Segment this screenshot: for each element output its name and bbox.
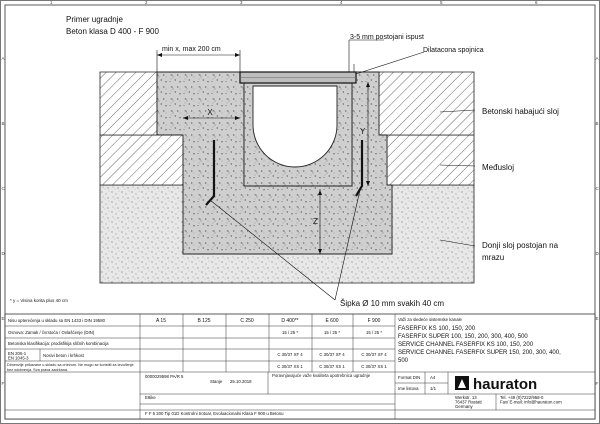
tb-f900-concrete-xs: C 30/37 XS 1 [361, 364, 387, 369]
tb-format-value: A4 [430, 375, 436, 380]
intermediate-layer-label: Međusloj [482, 163, 515, 172]
dimension-z-label: Z [313, 217, 318, 226]
tb-class-e600: E 600 [325, 318, 339, 324]
tb-product-4: SERVICE CHANNEL FASERFIX SUPER 150, 200, 300, 400, [398, 350, 561, 356]
tb-class-a15: A 15 [155, 318, 167, 324]
tb-bottom-description: F F 5 200 Tip 01D Kontrolni trotoar, Evoluacionalni Klasa F 900 u Betonu [145, 411, 284, 416]
tb-product-2: FASERFIX SUPER 100, 150, 200, 300, 400, 500 [398, 334, 528, 340]
grid-row-a: A [1, 56, 5, 61]
tb-doc-number: 0000029598 PA/R 5 [145, 374, 184, 379]
cross-section [100, 40, 475, 300]
grid-col-6: 6 [535, 0, 538, 5]
grid-col-3: 3 [240, 0, 243, 5]
grid-row-d: D [1, 251, 5, 256]
tb-basis: Osnova: Zamak / čvrstoća / Ovlašćenje (DIN) [8, 330, 95, 335]
tb-class-d400: D 400** [281, 318, 299, 324]
tb-product-5: 500 [398, 358, 409, 364]
tb-status-label: Stanje [210, 379, 223, 384]
tb-e600-concrete-xf: C 30/37 XF 4 [319, 352, 345, 357]
tb-d400-concrete-xf: C 30/37 XF 4 [277, 352, 303, 357]
tb-class-c250: C 250 [240, 318, 254, 324]
tb-sheet-label: Ime listova [398, 386, 419, 391]
tb-standard-en1045: EN 1045-3 [8, 355, 29, 361]
grid-row-f-right: F [595, 381, 599, 386]
tb-product-1: FASERFIX KS 100, 150, 200 [398, 326, 476, 332]
tb-f900-concrete-xf: C 30/37 XF 4 [361, 352, 387, 357]
grid-col-1: 1 [50, 0, 53, 5]
grid-row-c: C [1, 186, 5, 191]
tb-address-3: Germany [455, 404, 473, 409]
tb-standard-en206: EN 206-1 [8, 351, 27, 356]
gap-label: 3-5 mm postojani ispust [350, 34, 424, 41]
grid-row-e-right: E [595, 316, 599, 321]
channel-interior [253, 86, 337, 167]
tb-concrete-classification: Betonska klasifikacija: prodisfikija sličnih kombinacija [8, 341, 109, 346]
tb-contact-2: Fax/ E-mail: info@hauraton.com [500, 399, 562, 405]
dilatation-joint-label: Dilatacona spojnica [423, 47, 484, 54]
grid-row-b-right: B [595, 121, 599, 126]
grid-row-f: F [1, 381, 5, 386]
concrete-class-title: Beton klasa D 400 - F 900 [66, 27, 159, 36]
tb-e600-concrete-xs: C 30/37 XS 1 [319, 364, 345, 369]
tb-products-header: Važi za sledeće sistemske kanale [398, 317, 462, 322]
dimension-x-label: X [207, 108, 213, 117]
tb-disclaimer: Dimenzije prikazane u skladu sa crtežom. Ne mogu se koristiti za izvođenje bez odobrenja. Sva prava zadržana. [7, 363, 134, 372]
grid-col-5: 5 [440, 0, 443, 5]
tb-format-label: Format DIN [398, 375, 421, 380]
tb-status-date: 25.10.2018 [230, 379, 252, 384]
tb-class-b125: B 125 [197, 318, 211, 324]
grid-row-a-right: A [595, 56, 599, 61]
tb-contact-1: Tel. +49 (0)7222/958-0 [500, 395, 544, 400]
tb-doc-status: E8ike [145, 395, 156, 400]
grid-row-b: B [1, 121, 5, 126]
tb-sheet-value: 1/1 [430, 386, 436, 391]
tb-product-3: SERVICE CHANNEL FASERFIX KS 100, 150, 200 [398, 342, 534, 348]
rebar-label: Šipka Ø 10 mm svakih 40 cm [340, 299, 445, 308]
drawing-title: Primer ugradnje [66, 15, 123, 24]
tb-d400-thickness: 15 / 25 * [281, 330, 299, 335]
grid-row-d-right: D [595, 251, 599, 256]
footnote: * y = Visina korita plus 40 cm [10, 298, 68, 303]
concrete-layer-label: Betonski habajući sloj [482, 107, 559, 116]
grid-col-4: 4 [340, 0, 343, 5]
grid-col-2: 2 [145, 0, 148, 5]
tb-f900-thickness: 15 / 25 * [365, 330, 383, 335]
tb-d400-concrete-xs: C 30/37 XS 1 [277, 364, 303, 369]
base-layer-label-2: mrazu [482, 253, 505, 262]
base-layer-label-1: Donji sloj postojan na [482, 241, 559, 250]
dimension-y-label: Y [360, 127, 366, 136]
min-x-label: min x, max 200 cm [162, 46, 221, 53]
tb-description: Poravnjavajuće važe kvaliteta upotrebnica ugradnje [272, 373, 371, 378]
logo-wordmark: hauraton [473, 376, 538, 393]
grid-row-c-right: C [595, 186, 599, 191]
grid-row-e: E [1, 316, 5, 321]
tb-concrete-note: Nosivi beton i krhkost [43, 353, 84, 358]
tb-address-2: 76437 Rastatt [455, 399, 482, 405]
tb-class-f900: F 900 [367, 318, 381, 324]
tb-address-1: Werkstr. 13 [455, 395, 477, 400]
tb-load-standard: Nisu opterećenja u skladu sa EN 1433 i DIN 19580 [8, 318, 105, 323]
tb-e600-thickness: 15 / 25 * [323, 330, 341, 335]
